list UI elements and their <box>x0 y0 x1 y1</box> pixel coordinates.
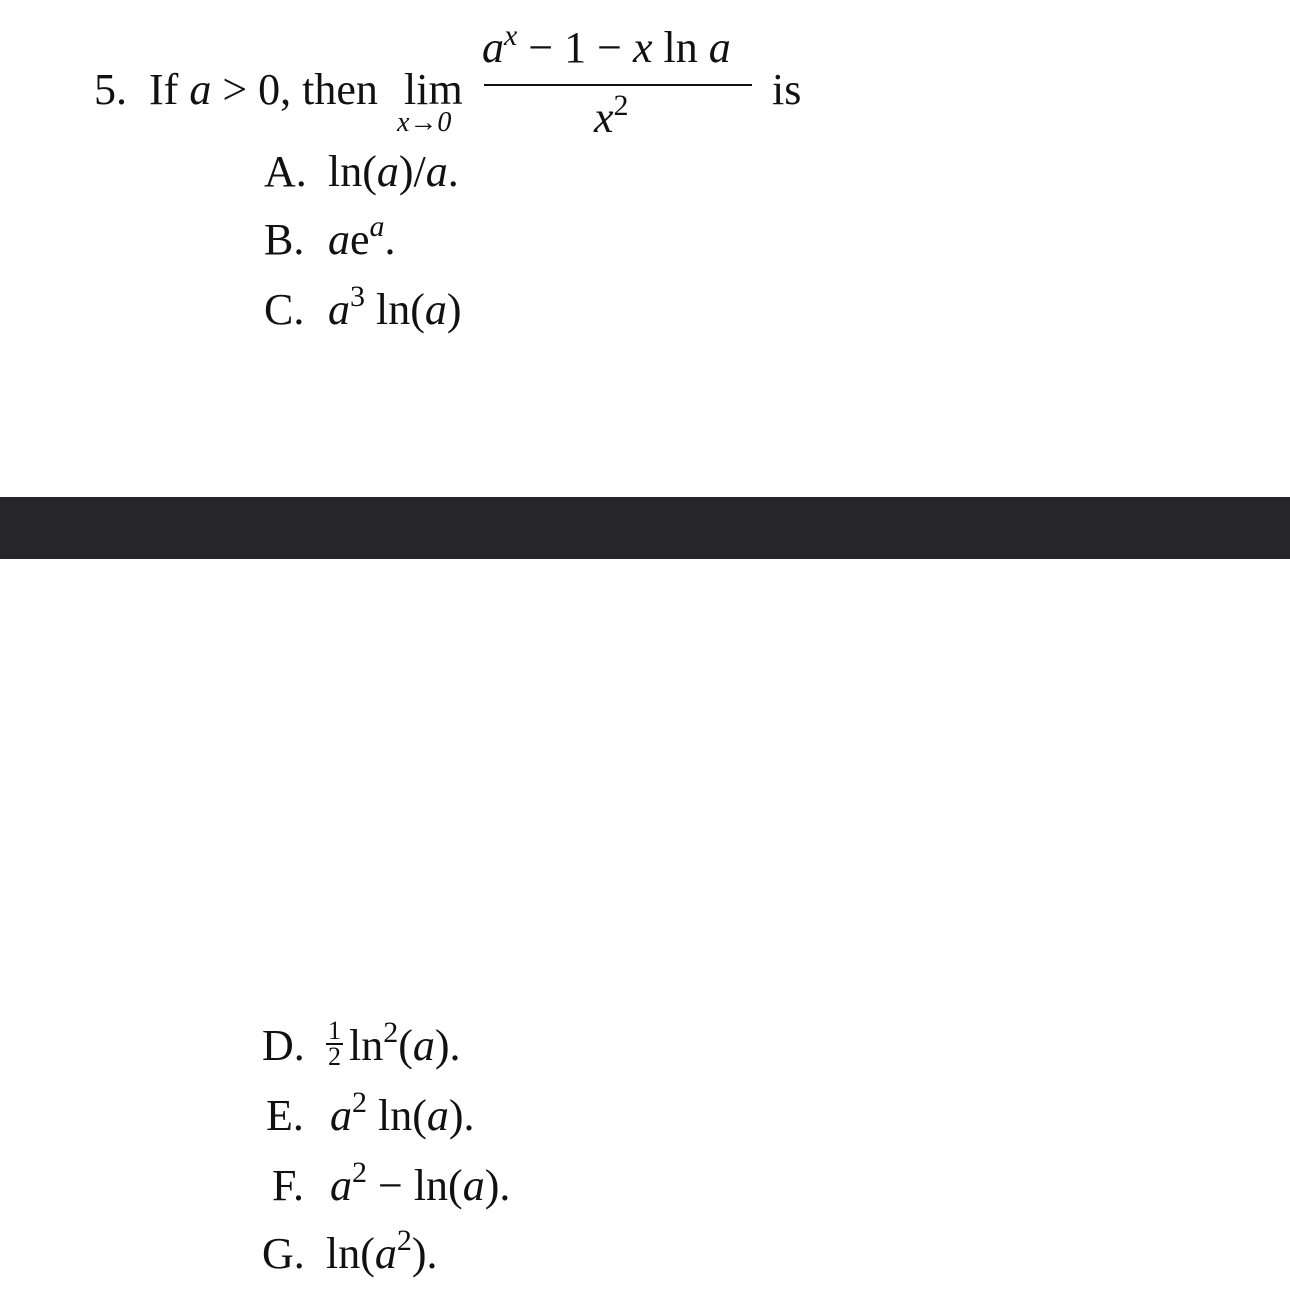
option-letter: D. <box>262 1021 305 1070</box>
option-text: ln <box>349 1021 384 1070</box>
option-exponent: 3 <box>350 280 365 313</box>
option-variable: a <box>328 215 350 264</box>
option-text: . <box>384 215 396 264</box>
lim-subscript: x→0 <box>397 107 452 138</box>
option-exponent: a <box>369 210 385 243</box>
option-text: ln( <box>365 285 425 334</box>
option-text: − ln( <box>367 1161 463 1210</box>
option-letter: F. <box>272 1161 304 1210</box>
option-variable: a <box>328 285 350 334</box>
option-variable: a <box>462 1161 485 1210</box>
numerator-minus-one: − 1 − <box>517 23 633 72</box>
question-tail: is <box>772 65 802 114</box>
option-c[interactable] <box>264 280 462 341</box>
option-variable: a <box>426 1091 449 1140</box>
variable-a: a <box>189 65 212 114</box>
option-text: ). <box>411 1229 438 1278</box>
denominator-exponent: 2 <box>613 89 629 122</box>
option-variable: a <box>425 147 448 196</box>
question-statement <box>94 64 378 116</box>
option-variable: a <box>374 1229 397 1278</box>
option-variable: a <box>376 147 399 196</box>
option-letter: G. <box>262 1229 305 1278</box>
option-letter: C. <box>264 285 305 334</box>
option-g[interactable] <box>262 1224 438 1285</box>
option-text: ). <box>484 1161 511 1210</box>
fraction-bar <box>484 84 752 86</box>
lim-operator: lim <box>404 65 463 114</box>
option-a[interactable] <box>264 146 459 198</box>
numerator-base: a <box>482 23 504 72</box>
one-half-fraction <box>326 1015 343 1071</box>
option-text: ln( <box>326 1229 375 1278</box>
option-e[interactable] <box>266 1086 475 1147</box>
option-letter: E. <box>266 1091 304 1140</box>
option-text: ). <box>434 1021 461 1070</box>
question-number: 5. <box>94 65 127 114</box>
fraction-denominator: 2 <box>328 1041 341 1071</box>
fraction-numerator: 1 <box>328 1015 341 1045</box>
option-exponent: 2 <box>352 1086 367 1119</box>
option-variable: a <box>424 285 447 334</box>
denominator-base: x <box>594 93 614 142</box>
option-variable: a <box>330 1091 352 1140</box>
fraction-numerator <box>482 19 731 79</box>
option-d[interactable] <box>262 1015 461 1077</box>
option-text: )/ <box>398 147 426 196</box>
option-text: ). <box>448 1091 475 1140</box>
condition-text: > 0, then <box>222 65 378 114</box>
option-exponent: 2 <box>352 1156 367 1189</box>
question-text-if: If <box>149 65 179 114</box>
option-text: . <box>447 147 459 196</box>
option-letter: A. <box>264 147 307 196</box>
option-text: ( <box>398 1021 413 1070</box>
numerator-x: x <box>632 23 653 72</box>
option-b[interactable] <box>264 210 396 271</box>
option-text: ) <box>446 285 462 334</box>
numerator-a: a <box>708 23 731 72</box>
option-variable: a <box>412 1021 435 1070</box>
numerator-ln: ln <box>652 23 709 72</box>
option-exponent: 2 <box>383 1016 399 1049</box>
option-letter: B. <box>264 215 305 264</box>
option-variable: a <box>330 1161 352 1210</box>
option-text: ln( <box>328 147 377 196</box>
option-exponent: 2 <box>396 1224 412 1257</box>
numerator-exponent: x <box>504 19 518 52</box>
fraction-denominator <box>594 89 629 149</box>
option-f[interactable] <box>272 1156 511 1217</box>
separator-band <box>0 497 1290 559</box>
option-text: ln( <box>367 1091 427 1140</box>
option-text: e <box>350 215 370 264</box>
